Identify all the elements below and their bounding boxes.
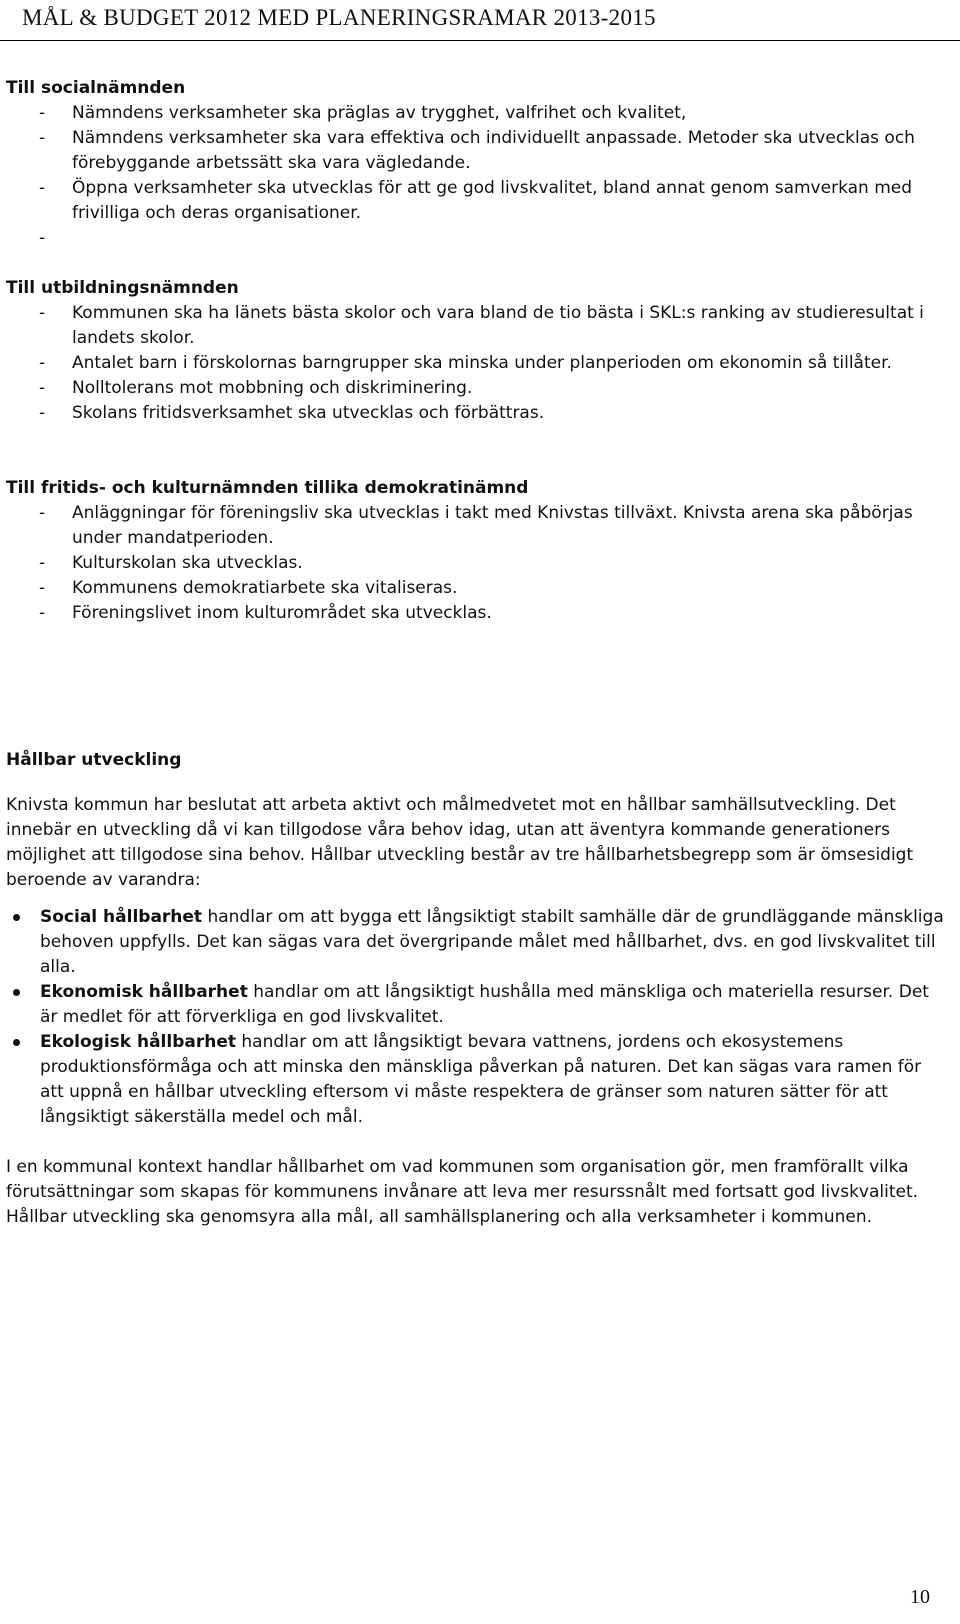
- sustainability-heading: Hållbar utveckling: [6, 750, 182, 770]
- document-body: [6, 76, 946, 1230]
- bullet-text: handlar om att långsiktigt hushålla med mänskliga och materiella resurser. Det är medlet för att förverkliga en god livskvalitet.: [40, 982, 929, 1027]
- sustainability-closing: I en kommunal kontext handlar hållbarhet om vad kommunen som organisation gör, men framförallt vilka förutsättningar som skapas för kommunens invånare att leva mer resurssnålt med fortsatt god livskvalitet. Hållbar utveckling ska genomsyra alla mål, all samhällsplanering och alla verksamheter i kommunen.: [6, 1157, 919, 1227]
- social-heading: Till socialnämnden: [6, 78, 186, 98]
- document-title: MÅL & BUDGET 2012 MED PLANERINGSRAMAR 2013-2015: [22, 5, 656, 30]
- culture-heading: Till fritids- och kulturnämnden tillika demokratinämnd: [6, 478, 529, 498]
- education-list: [6, 301, 946, 426]
- bullet-term: Ekonomisk hållbarhet: [40, 982, 248, 1002]
- sustainability-list: [6, 905, 946, 1130]
- social-list: [6, 101, 946, 251]
- bullet-term: Ekologisk hållbarhet: [40, 1032, 236, 1052]
- list-item: - Kulturskolan ska utvecklas.: [6, 551, 946, 576]
- bullet-item-social: [6, 905, 946, 980]
- list-item: - Kommunen ska ha länets bästa skolor och vara bland de tio bästa i SKL:s ranking av studieresultat i landets skolor.: [6, 301, 946, 351]
- list-item: - Skolans fritidsverksamhet ska utvecklas och förbättras.: [6, 401, 946, 426]
- list-item: - Antalet barn i förskolornas barngrupper ska minska under planperioden om ekonomin så tillåter.: [6, 351, 946, 376]
- list-item: - Nämndens verksamheter ska präglas av trygghet, valfrihet och kvalitet,: [6, 101, 946, 126]
- list-item: - Anläggningar för föreningsliv ska utvecklas i takt med Knivstas tillväxt. Knivsta arena ska påbörjas under mandatperioden.: [6, 501, 946, 551]
- list-item: - Öppna verksamheter ska utvecklas för att ge god livskvalitet, bland annat genom samverkan med frivilliga och deras organisationer.: [6, 176, 946, 226]
- bullet-item-ecological: [6, 1030, 946, 1130]
- culture-list: [6, 501, 946, 626]
- bullet-item-economic: [6, 980, 946, 1030]
- education-heading: Till utbildningsnämnden: [6, 278, 239, 298]
- bullet-text: handlar om att bygga ett långsiktigt stabilt samhälle där de grundläggande mänskliga behoven uppfylls. Det kan sägas vara det övergripande målet med hållbarhet, dvs. en god livskvalitet till alla.: [40, 907, 944, 977]
- sustainability-intro: Knivsta kommun har beslutat att arbeta aktivt och målmedvetet mot en hållbar samhällsutveckling. Det innebär en utveckling då vi kan tillgodose våra behov idag, utan att äventyra kommande generationers möjlighet att tillgodose sina behov. Hållbar utveckling består av tre hållbarhetsbegrepp som är ömsesidigt beroende av varandra:: [6, 795, 914, 890]
- list-item: - Nämndens verksamheter ska vara effektiva och individuellt anpassade. Metoder ska utvecklas och förebyggande arbetssätt ska vara vägledande.: [6, 126, 946, 176]
- list-item: - Nolltolerans mot mobbning och diskriminering.: [6, 376, 946, 401]
- bullet-text: handlar om att långsiktigt bevara vattnens, jordens och ekosystemens produktionsförmåga och att minska den mänskliga påverkan på naturen. Det kan sägas vara ramen för att uppnå en hållbar utveckling eftersom vi måste respektera de gränser som naturen sätter för att långsiktigt säkerställa medel och mål.: [40, 1032, 922, 1127]
- list-item: - Kommunens demokratiarbete ska vitaliseras.: [6, 576, 946, 601]
- page-number: 10: [910, 1586, 930, 1608]
- bullet-term: Social hållbarhet: [40, 907, 203, 927]
- list-item-empty: [6, 226, 946, 251]
- list-item: - Föreningslivet inom kulturområdet ska utvecklas.: [6, 601, 946, 626]
- page-header: [0, 0, 960, 41]
